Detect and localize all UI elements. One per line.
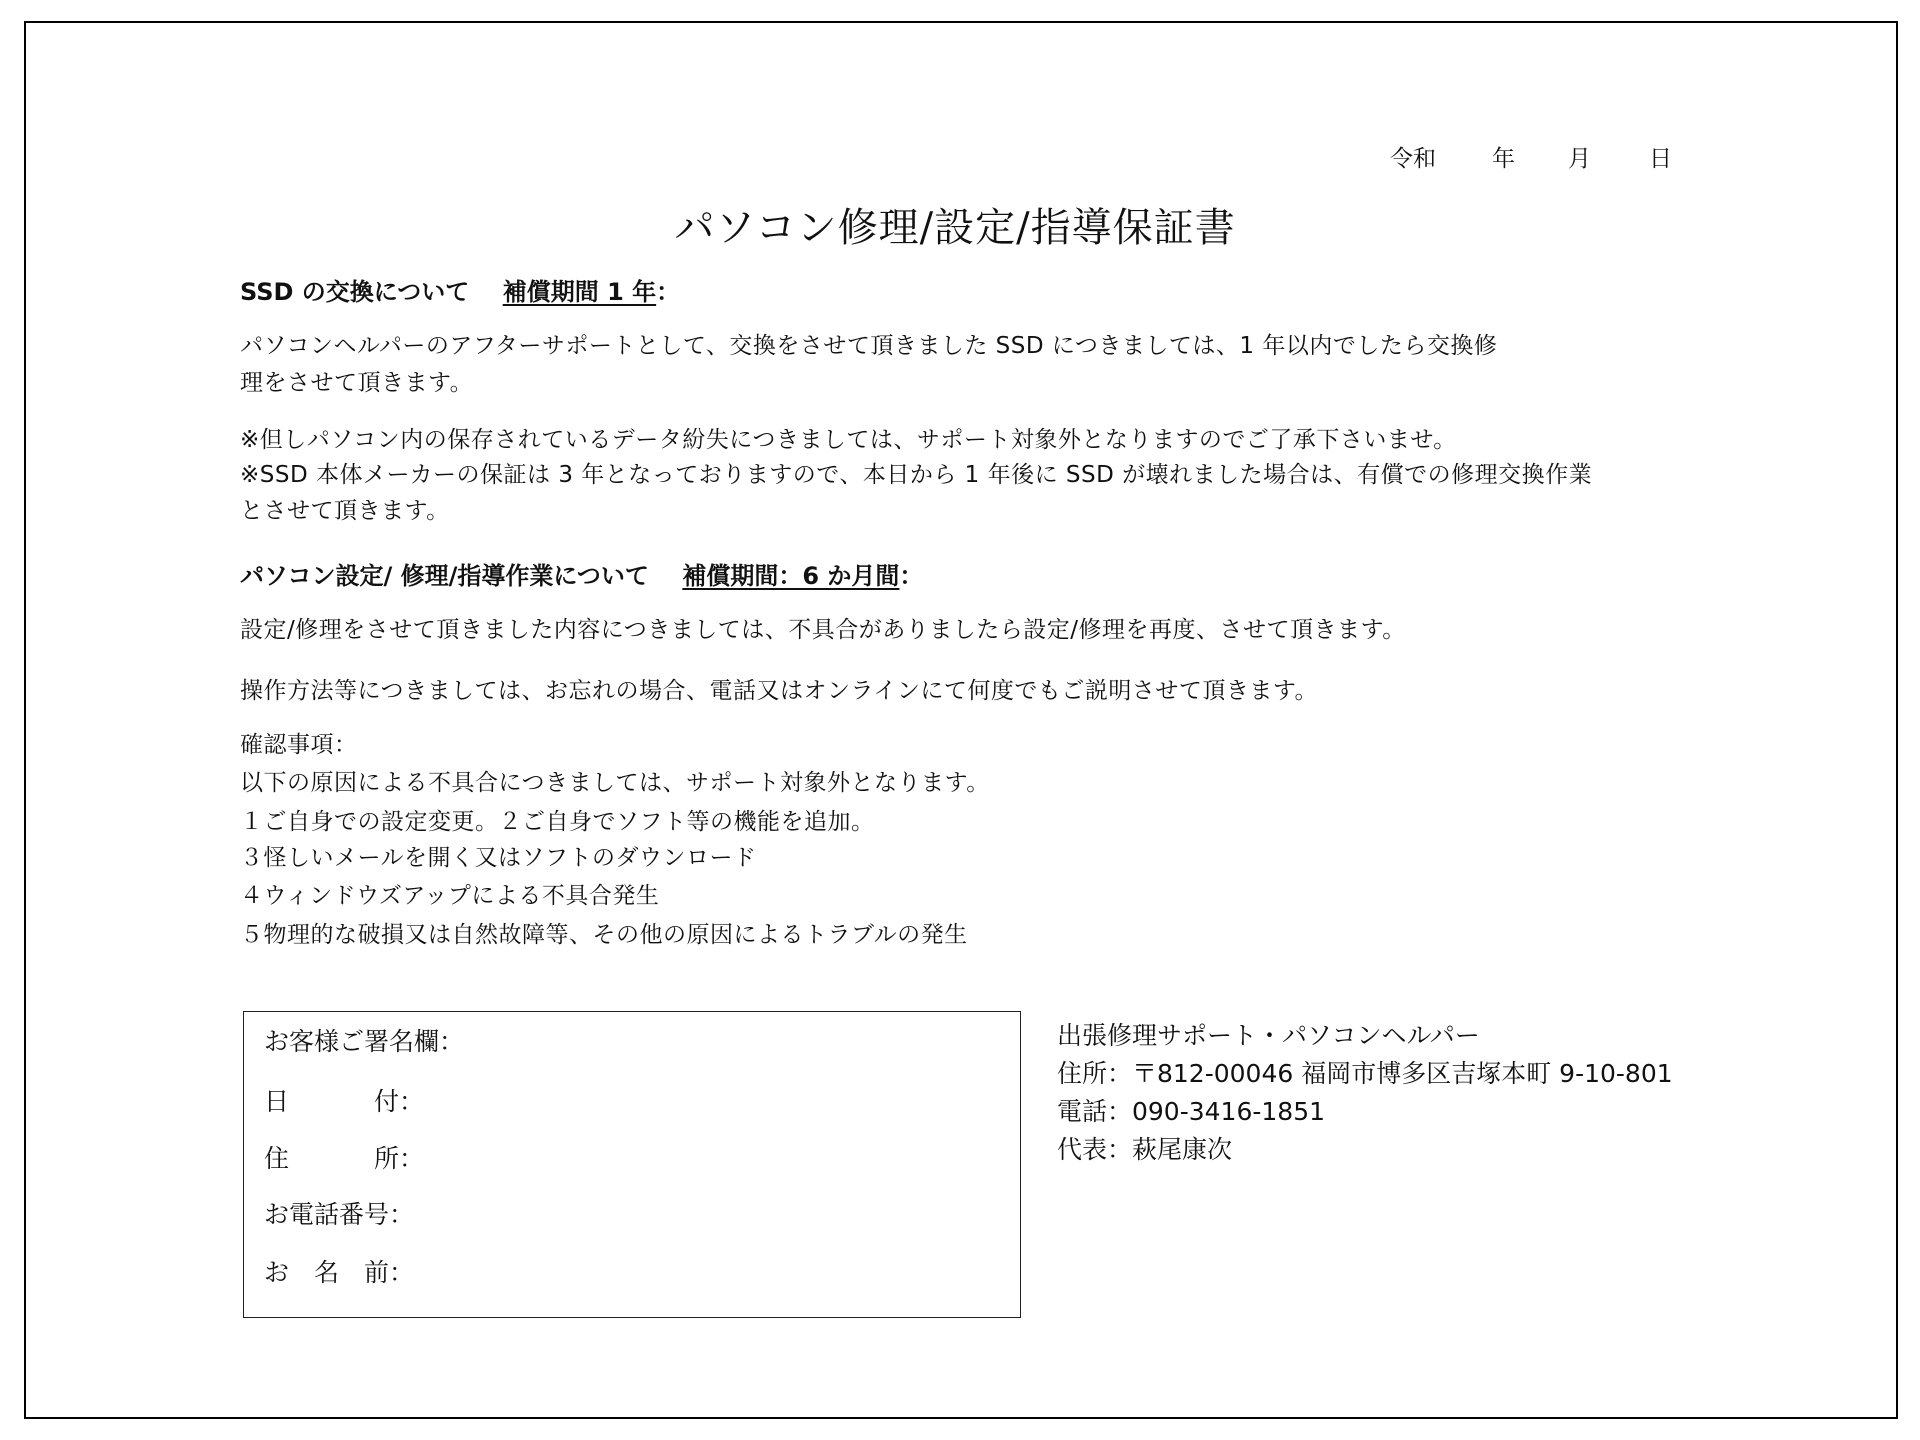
- date-field[interactable]: [264, 1082, 424, 1118]
- phone-field-label: お電話番号：: [264, 1200, 415, 1229]
- section2-paragraph: 設定/修理をさせて頂きました内容につきましては、不具合がありましたら設定/修理を再度、させて頂きます。: [240, 617, 1406, 643]
- confirmation-item: ３怪しいメールを開く又はソフトのダウンロード: [240, 845, 757, 871]
- company-name: 出張修理サポート・パソコンヘルパー: [1057, 1021, 1480, 1050]
- address-field-label-a: 住: [264, 1144, 290, 1173]
- company-info: [1057, 1017, 1673, 1169]
- section1-note: ※SSD 本体メーカーの保証は 3 年となっておりますので、本日から 1 年後に SSD が壊れました場合は、有償での修理交換作業: [240, 462, 1593, 488]
- address-field-label-b: 所：: [374, 1144, 425, 1173]
- date-year: 年: [1492, 146, 1515, 172]
- section1-paragraph-line: 理をさせて頂きます。: [240, 370, 474, 396]
- company-representative: 代表：萩尾康次: [1057, 1135, 1233, 1164]
- section2-heading-text: パソコン設定/ 修理/指導作業について: [240, 562, 649, 590]
- confirmation-item: ４ウィンドウズアップによる不具合発生: [240, 883, 660, 909]
- confirmation-item: ５物理的な破損又は自然故障等、その他の原因によるトラブルの発生: [240, 922, 968, 948]
- section1-paragraph-line: パソコンヘルパーのアフターサポートとして、交換をさせて頂きました SSD につきましては、1 年以内でしたら交換修: [240, 333, 1498, 359]
- section2-paragraph: 操作方法等につきましては、お忘れの場合、電話又はオンラインにて何度でもご説明させて頂きます。: [240, 678, 1319, 704]
- date-day: 日: [1649, 146, 1672, 172]
- company-phone: 電話：090-3416-1851: [1057, 1097, 1326, 1126]
- document-title: パソコン修理/設定/指導保証書: [674, 205, 1236, 251]
- confirmation-heading: 確認事項：: [240, 732, 358, 758]
- confirmation-item: １ご自身での設定変更。２ご自身でソフト等の機能を追加。: [240, 809, 875, 835]
- confirmation-intro: 以下の原因による不具合につきましては、サポート対象外となります。: [240, 770, 990, 796]
- section2-colon: ：: [899, 562, 924, 590]
- date-field-label-b: 付：: [374, 1087, 425, 1116]
- phone-field[interactable]: [264, 1195, 414, 1231]
- section2-period: 補償期間：6 か月間: [682, 562, 900, 590]
- section1-heading-text: SSD の交換について: [240, 278, 470, 306]
- section1-note: ※但しパソコン内の保存されているデータ紛失につきましては、サポート対象外となりますのでご了承下さいませ。: [240, 427, 1457, 453]
- signature-box-title: お客様ご署名欄：: [264, 1027, 465, 1056]
- section1-heading: [240, 272, 680, 307]
- date-era: 令和: [1390, 146, 1436, 172]
- name-field[interactable]: [264, 1253, 414, 1289]
- section1-period: 補償期間 1 年: [502, 278, 657, 306]
- date-field-label-a: 日: [264, 1087, 290, 1116]
- date-month: 月: [1568, 146, 1591, 172]
- customer-signature-box: [243, 1011, 1021, 1318]
- name-field-label: お 名 前：: [264, 1258, 415, 1287]
- section1-note: とさせて頂きます。: [240, 498, 450, 524]
- company-address: 住所：〒812-00046 福岡市博多区吉塚本町 9-10-801: [1057, 1059, 1673, 1088]
- address-field[interactable]: [264, 1139, 424, 1175]
- section1-colon: ：: [656, 278, 681, 306]
- section2-heading: [240, 556, 923, 591]
